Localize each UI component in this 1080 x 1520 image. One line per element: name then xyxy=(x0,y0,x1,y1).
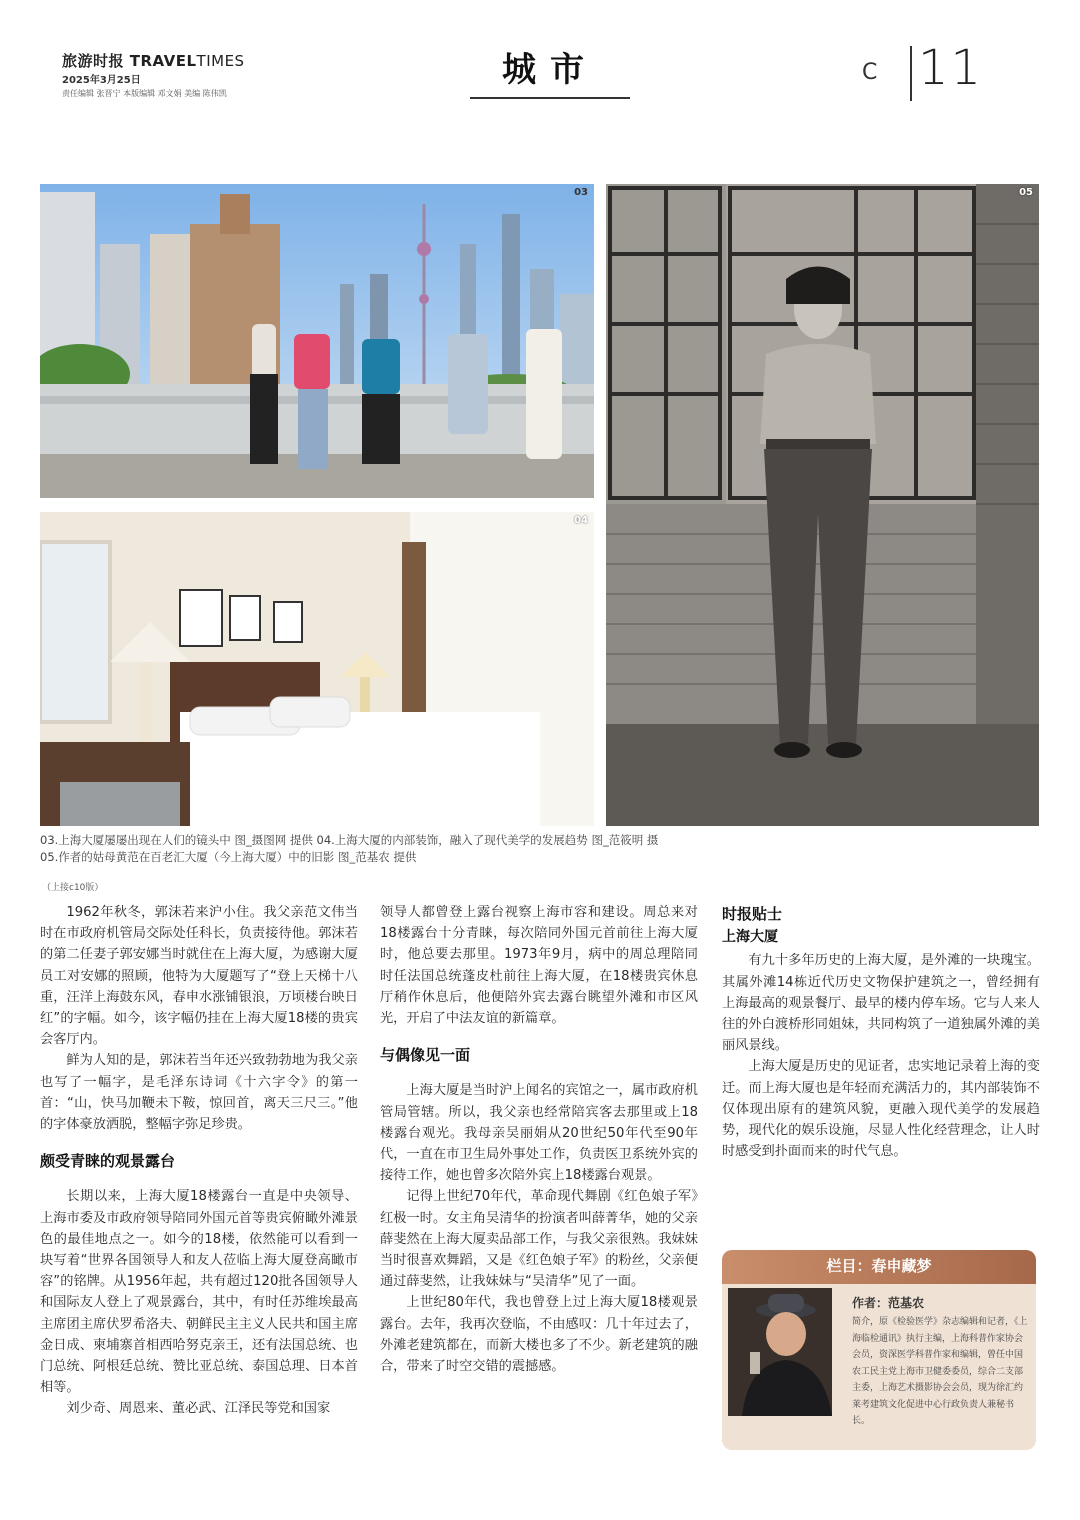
page-divider xyxy=(910,46,912,101)
paragraph: 上海大厦是当时沪上闻名的宾馆之一，属市政府机管局管辖。所以，我父亲也经常陪宾客去那里或上18楼露台观光。我母亲吴丽娟从20世纪50年代至90年代，一直在市卫生局外事处工作，负责医卫系统外宾的接待工作，她也曾多次陪外宾上18楼露台观景。 xyxy=(380,1083,698,1184)
article-column-2 xyxy=(380,902,698,1377)
paragraph: 上世纪80年代，我也曾登上过上海大厦18楼观景露台。去年，我再次登临，不由感叹：几十年过去了，外滩老建筑都在，而新大楼也多了不少。新老建筑的融合，带来了时空交错的震撼感。 xyxy=(380,1295,698,1375)
photo-number-05: 05 xyxy=(1019,187,1033,198)
article-column-1 xyxy=(40,902,358,1420)
photo-05-vintage-portrait xyxy=(606,184,1039,826)
bund-skyline-illustration xyxy=(40,184,594,498)
vintage-portrait-illustration xyxy=(606,184,1039,826)
paragraph: 刘少奇、周恩来、董必武、江泽民等党和国家 xyxy=(66,1401,331,1417)
photo-03-bund-skyline xyxy=(40,184,594,498)
brand-cn: 旅游时报 xyxy=(62,52,125,70)
paragraph: 记得上世纪70年代，革命现代舞剧《红色娘子军》红极一时。女主角吴清华的扮演者叫薛菁华，她的父亲薛斐然在上海大厦卖品部工作，与我父亲很熟。我妹妹当时很喜欢舞蹈，又是《红色娘子军》的粉丝，父亲便通过薛斐然，让我妹妹与“吴清华”见了一面。 xyxy=(380,1189,698,1290)
subheading: 颇受青睐的观景露台 xyxy=(40,1152,176,1171)
paragraph: 领导人都曾登上露台视察上海市容和建设。周总来对18楼露台十分青睐，每次陪同外国元首前往上海大厦时，他总要去那里。1973年9月，病中的周总理陪同时任法国总统蓬皮杜前往上海大厦，在18楼贵宾休息厅稍作休息后，他便陪外宾去露台眺望外滩和市区风光，开启了中法友谊的新篇章。 xyxy=(380,905,698,1027)
editors-line: 责任编辑 张晋宁 本版编辑 邓文娟 美编 陈伟凯 xyxy=(62,89,227,98)
tips-heading: 时报贴士 xyxy=(722,905,783,923)
brand-en-bold: TRAVEL xyxy=(129,52,197,70)
photo-number-03: 03 xyxy=(574,187,588,198)
page-prefix: C xyxy=(862,60,882,85)
paragraph: 1962年秋冬，郭沫若来沪小住。我父亲范文伟当时在市政府机管局交际处任科长，负责接待他。郭沫若的第二任妻子郭安娜当时就住在上海大厦，为感谢大厦员工对安娜的照顾，他特为大厦题写了“登上天梯十八重，汪洋上海鼓东风，春申水涨铺银浪，万顷楼台映日红”的字幅。如今，该字幅仍挂在上海大厦18楼的贵宾会客厅内。 xyxy=(40,905,358,1048)
tips-subheading: 上海大厦 xyxy=(722,929,778,946)
brand-en-thin: TIMES xyxy=(196,52,245,70)
paragraph: 长期以来，上海大厦18楼露台一直是中央领导、上海市委及市政府领导陪同外国元首等贵宾俯瞰外滩景色的最佳地点之一。如今的18楼，依然能可以看到一块写着“世界各国领导人和友人莅临上海大厦登高瞰市容”的铭牌。从1956年起，共有超过120批各国领导人和国际友人登上了观景露台，其中，有时任苏维埃最高主席团主席伏罗希洛夫、朝鲜民主主义人民共和国主席金日成、柬埔寨首相西哈努克亲王，还有法国总统、也门总统、阿根廷总统、赞比亚总统、泰国总理、日本首相等。 xyxy=(40,1189,358,1396)
tips-column xyxy=(722,904,1040,1162)
author-portrait-illustration xyxy=(728,1288,832,1416)
section-title-rule xyxy=(470,97,630,99)
masthead-brand xyxy=(62,50,245,71)
photo-number-04: 04 xyxy=(574,515,588,526)
photo-caption-line-2: 05.作者的姑母黄范在百老汇大厦（今上海大厦）中的旧影 图_范基农 提供 xyxy=(40,850,417,864)
author-bio: 简介，原《检验医学》杂志编辑和记者，《上海临检通讯》执行主编，上海科普作家协会会员，资深医学科普作家和编辑，曾任中国农工民主党上海市卫健委委员，综合二支部主委，上海艺术摄影协会会员，现为徐汇约莱考建筑文化促进中心行政负责人兼秘书长。 xyxy=(852,1317,1028,1426)
author-name: 作者：范基农 xyxy=(852,1296,925,1310)
hotel-room-illustration xyxy=(40,512,594,826)
photo-04-hotel-room xyxy=(40,512,594,826)
column-label: 栏目：春申藏梦 xyxy=(826,1257,932,1275)
author-photo xyxy=(728,1288,832,1416)
paragraph: 鲜为人知的是，郭沫若当年还兴致勃勃地为我父亲也写了一幅字，是毛泽东诗词《十六字令》的第一首：“山，快马加鞭未下鞍，惊回首，离天三尺三。”他的字体豪放洒脱，整幅字弥足珍贵。 xyxy=(40,1053,358,1133)
subheading: 与偶像见一面 xyxy=(380,1046,471,1065)
issue-date: 2025年3月25日 xyxy=(62,75,141,86)
paragraph: 上海大厦是历史的见证者，忠实地记录着上海的变迁。而上海大厦也是年轻而充满活力的，其内部装饰不仅体现出原有的建筑风貌，更融入现代美学的发展趋势，现代化的娱乐设施，尽显人性化经营理念，让人时时感受到扑面而来的时代气息。 xyxy=(722,1059,1040,1160)
page-number: 11 xyxy=(918,40,984,96)
continued-from-note: （上接c10版） xyxy=(42,883,104,893)
photo-caption-line-1: 03.上海大厦屡屡出现在人们的镜头中 图_摄图网 提供 04.上海大厦的内部装饰，融入了现代美学的发展趋势 图_范筱明 摄 xyxy=(40,833,659,847)
section-title: 城市 xyxy=(502,50,598,90)
paragraph: 有九十多年历史的上海大厦，是外滩的一块瑰宝。其属外滩14栋近代历史文物保护建筑之一，曾经拥有上海最高的观景餐厅、最早的楼内停车场。它与人来人往的外白渡桥形同姐妹，共同构筑了一道独属外滩的美丽风景线。 xyxy=(722,953,1040,1054)
